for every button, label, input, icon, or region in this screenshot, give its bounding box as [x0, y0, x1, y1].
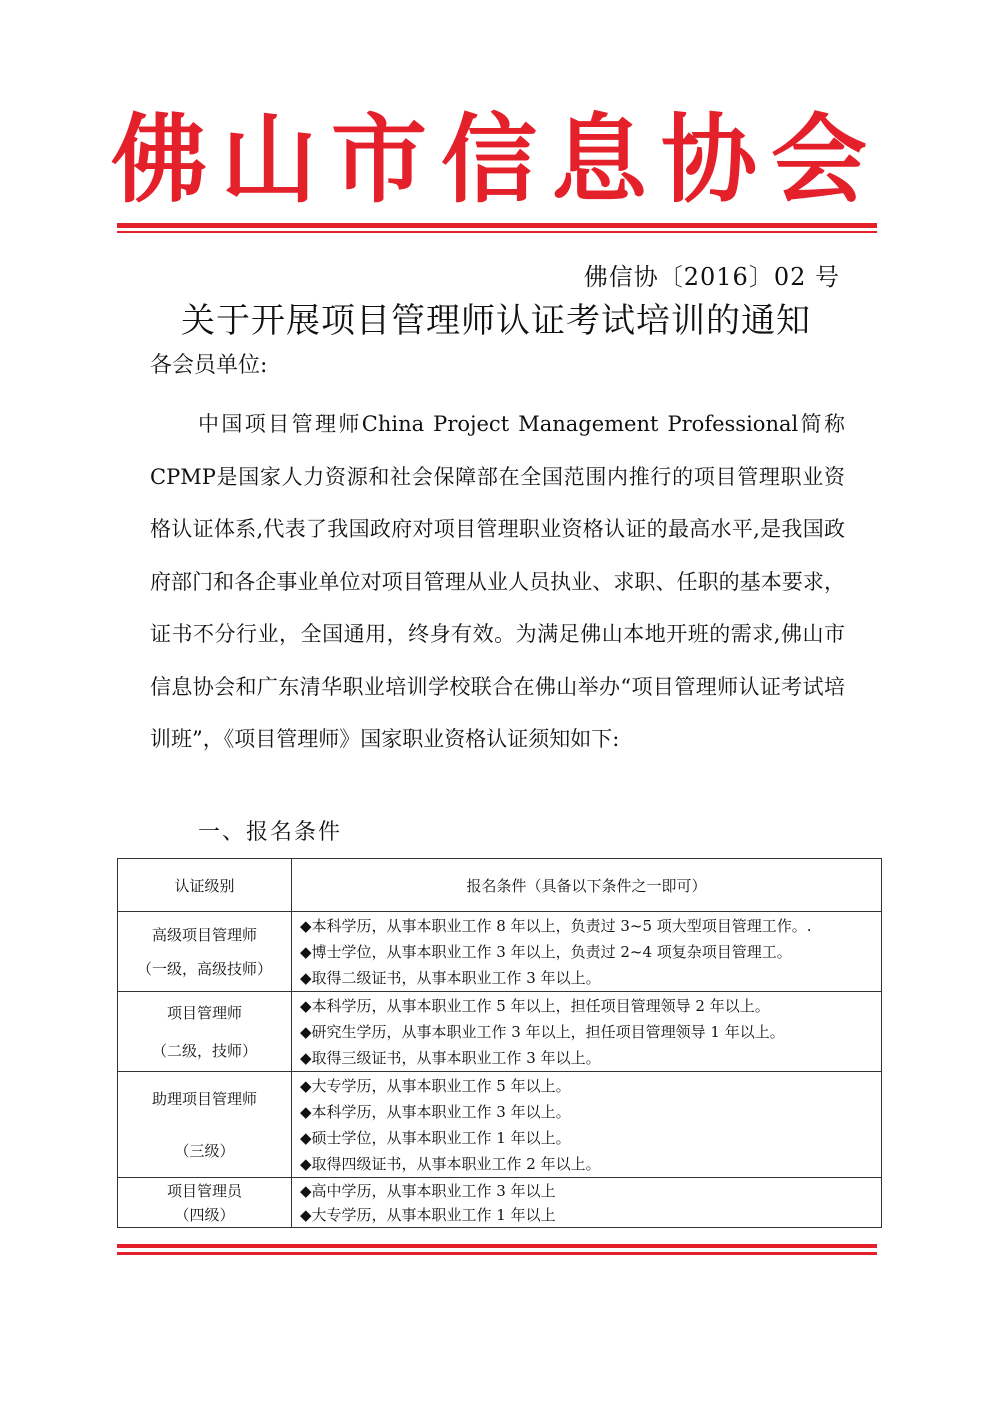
level-name: 高级项目管理师 — [151, 925, 257, 944]
letterhead-org-name: 佛山市信息协会 — [111, 104, 881, 216]
criteria-cell — [292, 1178, 882, 1228]
level-grade: （四级） — [174, 1205, 235, 1224]
level-name: 项目管理师 — [166, 1003, 242, 1022]
table-row — [118, 1178, 882, 1228]
level-cell — [118, 992, 292, 1072]
level-cell — [118, 1072, 292, 1178]
table-header-cell: 认证级别 — [118, 859, 292, 912]
level-grade: （一级，高级技师） — [136, 959, 272, 978]
level-name: 项目管理员 — [166, 1181, 242, 1200]
level-grade: （二级，技师） — [151, 1041, 257, 1060]
requirements-table — [117, 858, 882, 1228]
table-row — [118, 992, 882, 1072]
footer-rule-thick — [117, 1244, 877, 1248]
footer-rule-thin — [117, 1252, 877, 1255]
table-row — [118, 1072, 882, 1178]
letterhead-rule-thick — [117, 223, 877, 228]
criteria-item: ◆本科学历，从事本职业工作 8 年以上，负责过 3~5 项大型项目管理工作。. — [300, 916, 812, 935]
table-header-cell: 报名条件（具备以下条件之一即可） — [292, 859, 882, 912]
section-heading: 一、报名条件 — [198, 820, 343, 845]
criteria-item: ◆大专学历，从事本职业工作 1 年以上 — [300, 1205, 556, 1224]
document-number: 佛信协〔2016〕02 号 — [583, 263, 840, 291]
criteria-item: ◆本科学历，从事本职业工作 3 年以上。 — [300, 1102, 571, 1121]
criteria-cell — [292, 1072, 882, 1178]
criteria-item: ◆本科学历，从事本职业工作 5 年以上，担任项目管理领导 2 年以上。 — [300, 996, 770, 1015]
criteria-cell — [292, 912, 882, 992]
level-grade: （三级） — [174, 1141, 235, 1160]
level-cell — [118, 1178, 292, 1228]
level-name: 助理项目管理师 — [151, 1089, 257, 1108]
criteria-item: ◆取得二级证书，从事本职业工作 3 年以上。 — [300, 968, 601, 987]
criteria-item: ◆取得四级证书，从事本职业工作 2 年以上。 — [300, 1154, 601, 1173]
table-row — [118, 912, 882, 992]
letterhead-rule-thin — [117, 231, 877, 233]
criteria-item: ◆博士学位，从事本职业工作 3 年以上，负责过 2~4 项复杂项目管理工。 — [300, 942, 792, 961]
criteria-cell — [292, 992, 882, 1072]
criteria-item: ◆大专学历，从事本职业工作 5 年以上。 — [300, 1076, 571, 1095]
body-paragraph: 中国项目管理师China Project Management Professional简称CPMP是国家人力资源和社会保障部在全国范围内推行的项目管理职业资格认证体系,代表了我国政府对项目管理职业资格认证的最高水平,是我国政府部门和各企事业单位对项目管理从业人员执业、求职、任职的基本要求，证书不分行业，全国通用，终身有效。为满足佛山本地开班的需求,佛山市信息协会和广东清华职业培训学校联合在佛山举办“项目管理师认证考试培训班”，《项目管理师》国家职业资格认证须知如下: — [150, 412, 845, 751]
level-cell — [118, 912, 292, 992]
document-title: 关于开展项目管理师认证考试培训的通知 — [181, 301, 811, 341]
salutation: 各会员单位: — [150, 353, 268, 378]
criteria-item: ◆研究生学历，从事本职业工作 3 年以上，担任项目管理领导 1 年以上。 — [300, 1022, 785, 1041]
criteria-item: ◆高中学历，从事本职业工作 3 年以上 — [300, 1181, 556, 1200]
criteria-item: ◆取得三级证书，从事本职业工作 3 年以上。 — [300, 1048, 601, 1067]
criteria-item: ◆硕士学位，从事本职业工作 1 年以上。 — [300, 1128, 571, 1147]
table-header-row — [118, 859, 882, 912]
